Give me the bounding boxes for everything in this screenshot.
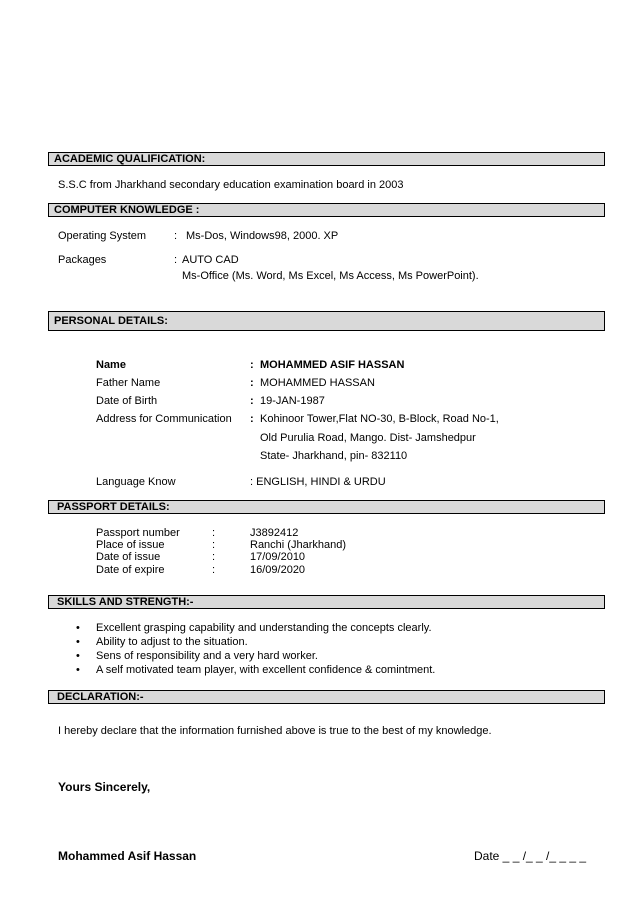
name-value: MOHAMMED ASIF HASSAN xyxy=(260,359,405,371)
skill-text: Sens of responsibility and a very hard worker. xyxy=(96,650,318,662)
dob-colon: : xyxy=(250,395,254,407)
address-label: Address for Communication xyxy=(96,413,232,425)
name-colon: : xyxy=(250,359,254,371)
date-of-issue-colon: : xyxy=(212,551,216,563)
language-value: : ENGLISH, HINDI & URDU xyxy=(250,476,386,488)
passport-number-label: Passport number xyxy=(96,527,180,539)
declaration-heading: DECLARATION:- xyxy=(48,690,605,704)
os-colon: : xyxy=(174,230,178,242)
date-of-expire-value: 16/09/2020 xyxy=(250,564,306,576)
address-line-3: State- Jharkhand, pin- 832110 xyxy=(260,450,408,462)
os-value: Ms-Dos, Windows98, 2000. XP xyxy=(186,230,339,242)
academic-text: S.S.C from Jharkhand secondary education examination board in 2003 xyxy=(58,179,404,191)
passport-number-colon: : xyxy=(212,527,216,539)
bullet-icon: • xyxy=(76,622,80,634)
os-label: Operating System xyxy=(58,230,147,242)
dob-value: 19-JAN-1987 xyxy=(260,395,325,407)
bullet-icon: • xyxy=(76,650,80,662)
skill-text: Ability to adjust to the situation. xyxy=(96,636,248,648)
address-line-2: Old Purulia Road, Mango. Dist- Jamshedpur xyxy=(260,432,476,444)
father-name-label: Father Name xyxy=(96,377,161,389)
list-item xyxy=(76,635,435,649)
declaration-text: I hereby declare that the information furnished above is true to the best of my knowledge. xyxy=(58,725,492,737)
yours-sincerely: Yours Sincerely, xyxy=(58,780,151,794)
personal-heading: PERSONAL DETAILS: xyxy=(48,311,605,331)
packages-value-2: Ms-Office (Ms. Word, Ms Excel, Ms Access, Ms PowerPoint). xyxy=(182,270,479,282)
place-of-issue-value: Ranchi (Jharkhand) xyxy=(250,539,346,551)
bullet-icon: • xyxy=(76,636,80,648)
packages-label: Packages xyxy=(58,254,107,266)
father-name-colon: : xyxy=(250,377,254,389)
list-item xyxy=(76,649,435,663)
packages-value-1: AUTO CAD xyxy=(182,254,239,266)
skills-heading: SKILLS AND STRENGTH:- xyxy=(48,595,605,609)
skill-text: A self motivated team player, with excellent confidence & comintment. xyxy=(96,664,436,676)
dob-label: Date of Birth xyxy=(96,395,158,407)
date-field: Date _ _ /_ _ /_ _ _ _ xyxy=(474,849,587,863)
place-of-issue-colon: : xyxy=(212,539,216,551)
academic-heading: ACADEMIC QUALIFICATION: xyxy=(48,152,605,166)
place-of-issue-label: Place of issue xyxy=(96,539,165,551)
father-name-value: MOHAMMED HASSAN xyxy=(260,377,375,389)
address-line-1: Kohinoor Tower,Flat NO-30, B-Block, Road No-1, xyxy=(260,413,499,425)
list-item xyxy=(76,621,435,635)
skill-text: Excellent grasping capability and understanding the concepts clearly. xyxy=(96,622,432,634)
date-of-expire-colon: : xyxy=(212,564,216,576)
date-of-issue-value: 17/09/2010 xyxy=(250,551,306,563)
list-item xyxy=(76,663,435,677)
name-label: Name xyxy=(96,359,126,371)
packages-colon: : xyxy=(174,254,178,266)
bullet-icon: • xyxy=(76,664,80,676)
signatory-name: Mohammed Asif Hassan xyxy=(58,849,197,863)
address-colon: : xyxy=(250,413,254,425)
passport-number-value: J3892412 xyxy=(250,527,299,539)
skills-list xyxy=(76,621,435,677)
passport-heading: PASSPORT DETAILS: xyxy=(48,500,605,514)
date-of-issue-label: Date of issue xyxy=(96,551,161,563)
computer-heading: COMPUTER KNOWLEDGE : xyxy=(48,203,605,217)
date-of-expire-label: Date of expire xyxy=(96,564,165,576)
language-label: Language Know xyxy=(96,476,176,488)
